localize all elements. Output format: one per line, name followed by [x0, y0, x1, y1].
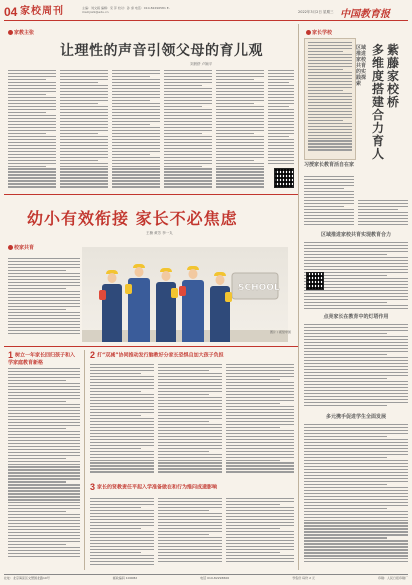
right-intro-box — [304, 38, 356, 160]
page-number: 04 — [4, 5, 18, 19]
child-figure — [210, 286, 230, 342]
section-1-body — [8, 368, 80, 564]
school-sign-icon — [230, 269, 280, 303]
feature-photo — [82, 247, 288, 342]
photo-caption: 图片 / 视觉中国 — [270, 330, 291, 334]
article-body-col-5 — [216, 70, 264, 190]
column-head-middle: 校家共育 — [8, 244, 34, 251]
child-figure — [182, 280, 204, 342]
right-subheading: 习授家长教育活自在家 — [304, 162, 355, 168]
child-figure — [128, 278, 150, 342]
section-3-body-col-2 — [158, 498, 222, 568]
right-feature-subtitle: 区域推进家校共育的实践探索 — [356, 45, 367, 87]
section-2-body-col-3 — [226, 364, 294, 476]
qr-code-right — [306, 272, 324, 290]
article-body-col-1 — [8, 70, 56, 190]
svg-text:SCHOOL: SCHOOL — [238, 283, 280, 293]
section-1-heading: 1 树立一年家长回归孩子和入学家庭教育新格 — [8, 350, 76, 366]
footer-printer: 印刷：人民日报印刷厂 — [377, 576, 408, 580]
right-heading-1: 区域推进家校共育实现教育合力 — [320, 232, 391, 238]
section-divider — [4, 346, 298, 347]
section-2-body-col-1 — [90, 364, 154, 476]
footer-price: 零售价 每份 2 元 — [292, 576, 315, 580]
right-title-col-1: 多维度搭建合力育人 — [372, 43, 385, 161]
masthead — [4, 5, 408, 21]
article-title: 让理性的声音引领父母的育儿观 — [60, 43, 263, 59]
article-byline: 刘晨舒 卢婉平 — [190, 62, 213, 66]
section-3-heading: 3 家长的贤教责任平起入学准备做在和行为维问成遗影响 — [90, 482, 218, 492]
article-body-col-4 — [164, 70, 212, 190]
feature-byline: 王楠 黄芳 李一丸 — [146, 231, 173, 235]
page-footer — [4, 574, 408, 580]
column-head-right: 家长学校 — [306, 29, 332, 36]
right-heading-2: 点亮家长在教育中的灯塔作用 — [323, 314, 389, 320]
right-title-col-2: 紫藤家校桥 — [387, 43, 400, 109]
issue-date: 2022年3月2日 星期三 — [298, 10, 334, 14]
child-figure — [156, 282, 176, 342]
footer-postcode: 邮政编码 100082 — [112, 576, 138, 580]
column-rule — [84, 350, 85, 570]
editor-info: 主编：刘文娟 编辑：宋 萍 校对：孙 睿 电话：010-82296581 E-mail:jxzk@edu.cn — [82, 6, 170, 14]
right-heading-3: 多元携手促进学生全面发展 — [325, 414, 386, 420]
right-body-5 — [304, 424, 408, 568]
page-name: 家校周刊 — [20, 6, 64, 17]
article-body-col-3 — [112, 70, 160, 190]
section-3-body-col-1 — [90, 498, 154, 568]
section-2-heading: 2 打“双减”协同推动发行脑教好分家长恐惧自加大孩子负担 — [90, 350, 224, 360]
feature-intro-text — [8, 258, 80, 338]
article-body-col-2 — [60, 70, 108, 190]
right-body-2 — [358, 200, 408, 228]
footer-address: 社址：北京海淀区文慧园北路10号 — [4, 576, 50, 580]
section-divider — [4, 194, 298, 195]
column-bullet-icon — [8, 245, 13, 250]
footer-phone: 电话 010-82296500 — [200, 576, 230, 580]
column-head-top: 家教主张 — [8, 29, 34, 36]
right-body-4 — [304, 324, 408, 410]
column-rule — [298, 24, 299, 570]
section-3-body-col-3 — [226, 498, 294, 568]
paper-logo: 中国教育报 — [340, 9, 390, 20]
column-bullet-icon — [8, 30, 13, 35]
feature-title: 幼小有效衔接 家长不必焦虑 — [27, 209, 238, 228]
qr-code-top — [274, 168, 294, 188]
right-body-1 — [304, 176, 354, 228]
section-2-body-col-2 — [158, 364, 222, 476]
column-bullet-icon — [306, 30, 311, 35]
child-figure — [102, 284, 122, 342]
